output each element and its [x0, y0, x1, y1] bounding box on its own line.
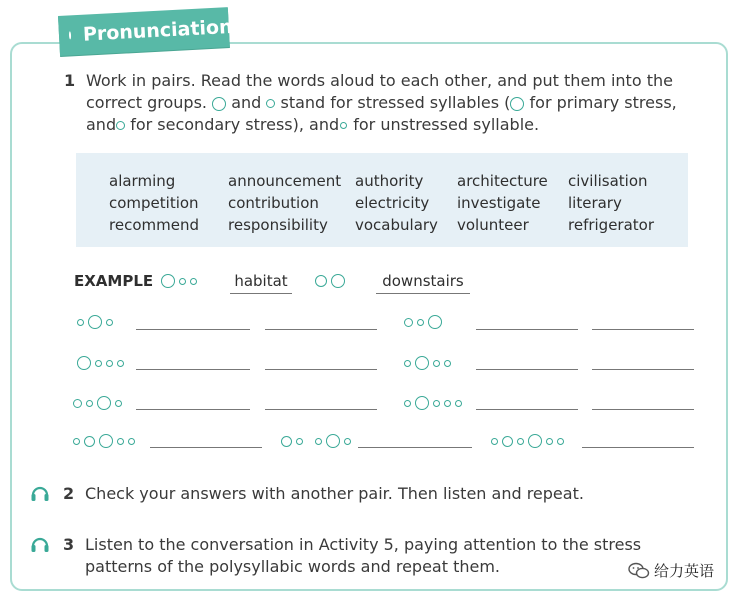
- word-column-3: [355, 170, 438, 236]
- word: authority: [355, 172, 424, 190]
- answer-blank[interactable]: [265, 409, 377, 410]
- word-column-2: [228, 170, 341, 236]
- word: civilisation: [568, 172, 648, 190]
- stressed-circle-icon: [212, 97, 226, 111]
- word: investigate: [457, 194, 541, 212]
- word-column-5: [568, 170, 654, 236]
- answer-blank[interactable]: [265, 369, 377, 370]
- word: recommend: [109, 216, 199, 234]
- answer-blank[interactable]: [592, 369, 694, 370]
- unstressed-circle-icon: [340, 122, 347, 129]
- word: alarming: [109, 172, 176, 190]
- secondary-circle-icon: [266, 99, 275, 108]
- example-underline: [230, 293, 292, 294]
- word-column-1: [109, 170, 199, 236]
- answer-blank[interactable]: [592, 409, 694, 410]
- instr-line-3: and for secondary stress), and for unstressed syllable.: [86, 115, 540, 134]
- word: literary: [568, 194, 622, 212]
- answer-blank[interactable]: [476, 329, 578, 330]
- word: responsibility: [228, 216, 328, 234]
- answer-blank[interactable]: [136, 329, 250, 330]
- word: electricity: [355, 194, 430, 212]
- word: contribution: [228, 194, 319, 212]
- answer-blank[interactable]: [136, 369, 250, 370]
- example-underline: [376, 293, 470, 294]
- activity-1-instructions: [86, 70, 677, 136]
- word: architecture: [457, 172, 548, 190]
- word: refrigerator: [568, 216, 655, 234]
- answer-blank[interactable]: [582, 447, 694, 448]
- activity-2-instructions: Check your answers with another pair. Then listen and repeat.: [85, 484, 584, 503]
- stress-pattern-oOooo: [403, 396, 463, 410]
- section-title: Pronunciation: [82, 15, 234, 46]
- tab-dot-icon: [69, 31, 71, 39]
- answer-blank[interactable]: [136, 409, 250, 410]
- wechat-logo: [628, 560, 714, 581]
- logo-text: 给力英语: [654, 562, 715, 580]
- headphones-icon[interactable]: [30, 484, 50, 502]
- instr-line-2: correct groups. and stand for stressed syllables ( for primary stress,: [86, 93, 677, 112]
- word: volunteer: [457, 216, 529, 234]
- stress-pattern-OoO: [403, 315, 443, 329]
- stress-pattern-Oo-oOo: [280, 434, 352, 448]
- answer-blank[interactable]: [150, 447, 262, 448]
- example-word-habitat: habitat: [234, 272, 288, 290]
- secondary-circle-icon: [116, 121, 125, 130]
- word: vocabulary: [355, 216, 438, 234]
- answer-blank[interactable]: [592, 329, 694, 330]
- answer-blank[interactable]: [476, 369, 578, 370]
- answer-blank[interactable]: [265, 329, 377, 330]
- word: announcement: [228, 172, 342, 190]
- activity-2-number: 2: [63, 484, 75, 503]
- example-word-downstairs: downstairs: [382, 272, 464, 290]
- primary-circle-icon: [510, 97, 524, 111]
- answer-blank[interactable]: [476, 409, 578, 410]
- word-box: [76, 153, 688, 247]
- word-column-4: [457, 170, 548, 236]
- wechat-icon: [628, 562, 650, 580]
- answer-blank[interactable]: [358, 447, 472, 448]
- activity-3-instructions: Listen to the conversation in Activity 5, paying attention to the stress patterns of the polysyllabic words and repeat them.: [85, 535, 642, 576]
- stress-pattern-oOoo: [403, 356, 452, 370]
- instr-line-1: Work in pairs. Read the words aloud to each other, and put them into the: [86, 71, 673, 90]
- word: competition: [109, 194, 199, 212]
- stress-pattern-Ooo: [160, 274, 198, 288]
- stress-pattern-Oooo: [76, 356, 125, 370]
- activity-3-number: 3: [63, 535, 75, 554]
- stress-pattern-oO: [314, 274, 346, 288]
- stress-pattern-oOoOoo: [490, 434, 565, 448]
- stress-pattern-OoOo: [72, 396, 123, 410]
- headphones-icon[interactable]: [30, 535, 50, 553]
- activity-1-number: 1: [64, 71, 76, 90]
- stress-pattern-oOo: [76, 315, 114, 329]
- example-label: EXAMPLE: [74, 272, 154, 290]
- stress-pattern-oOOoo: [72, 434, 136, 448]
